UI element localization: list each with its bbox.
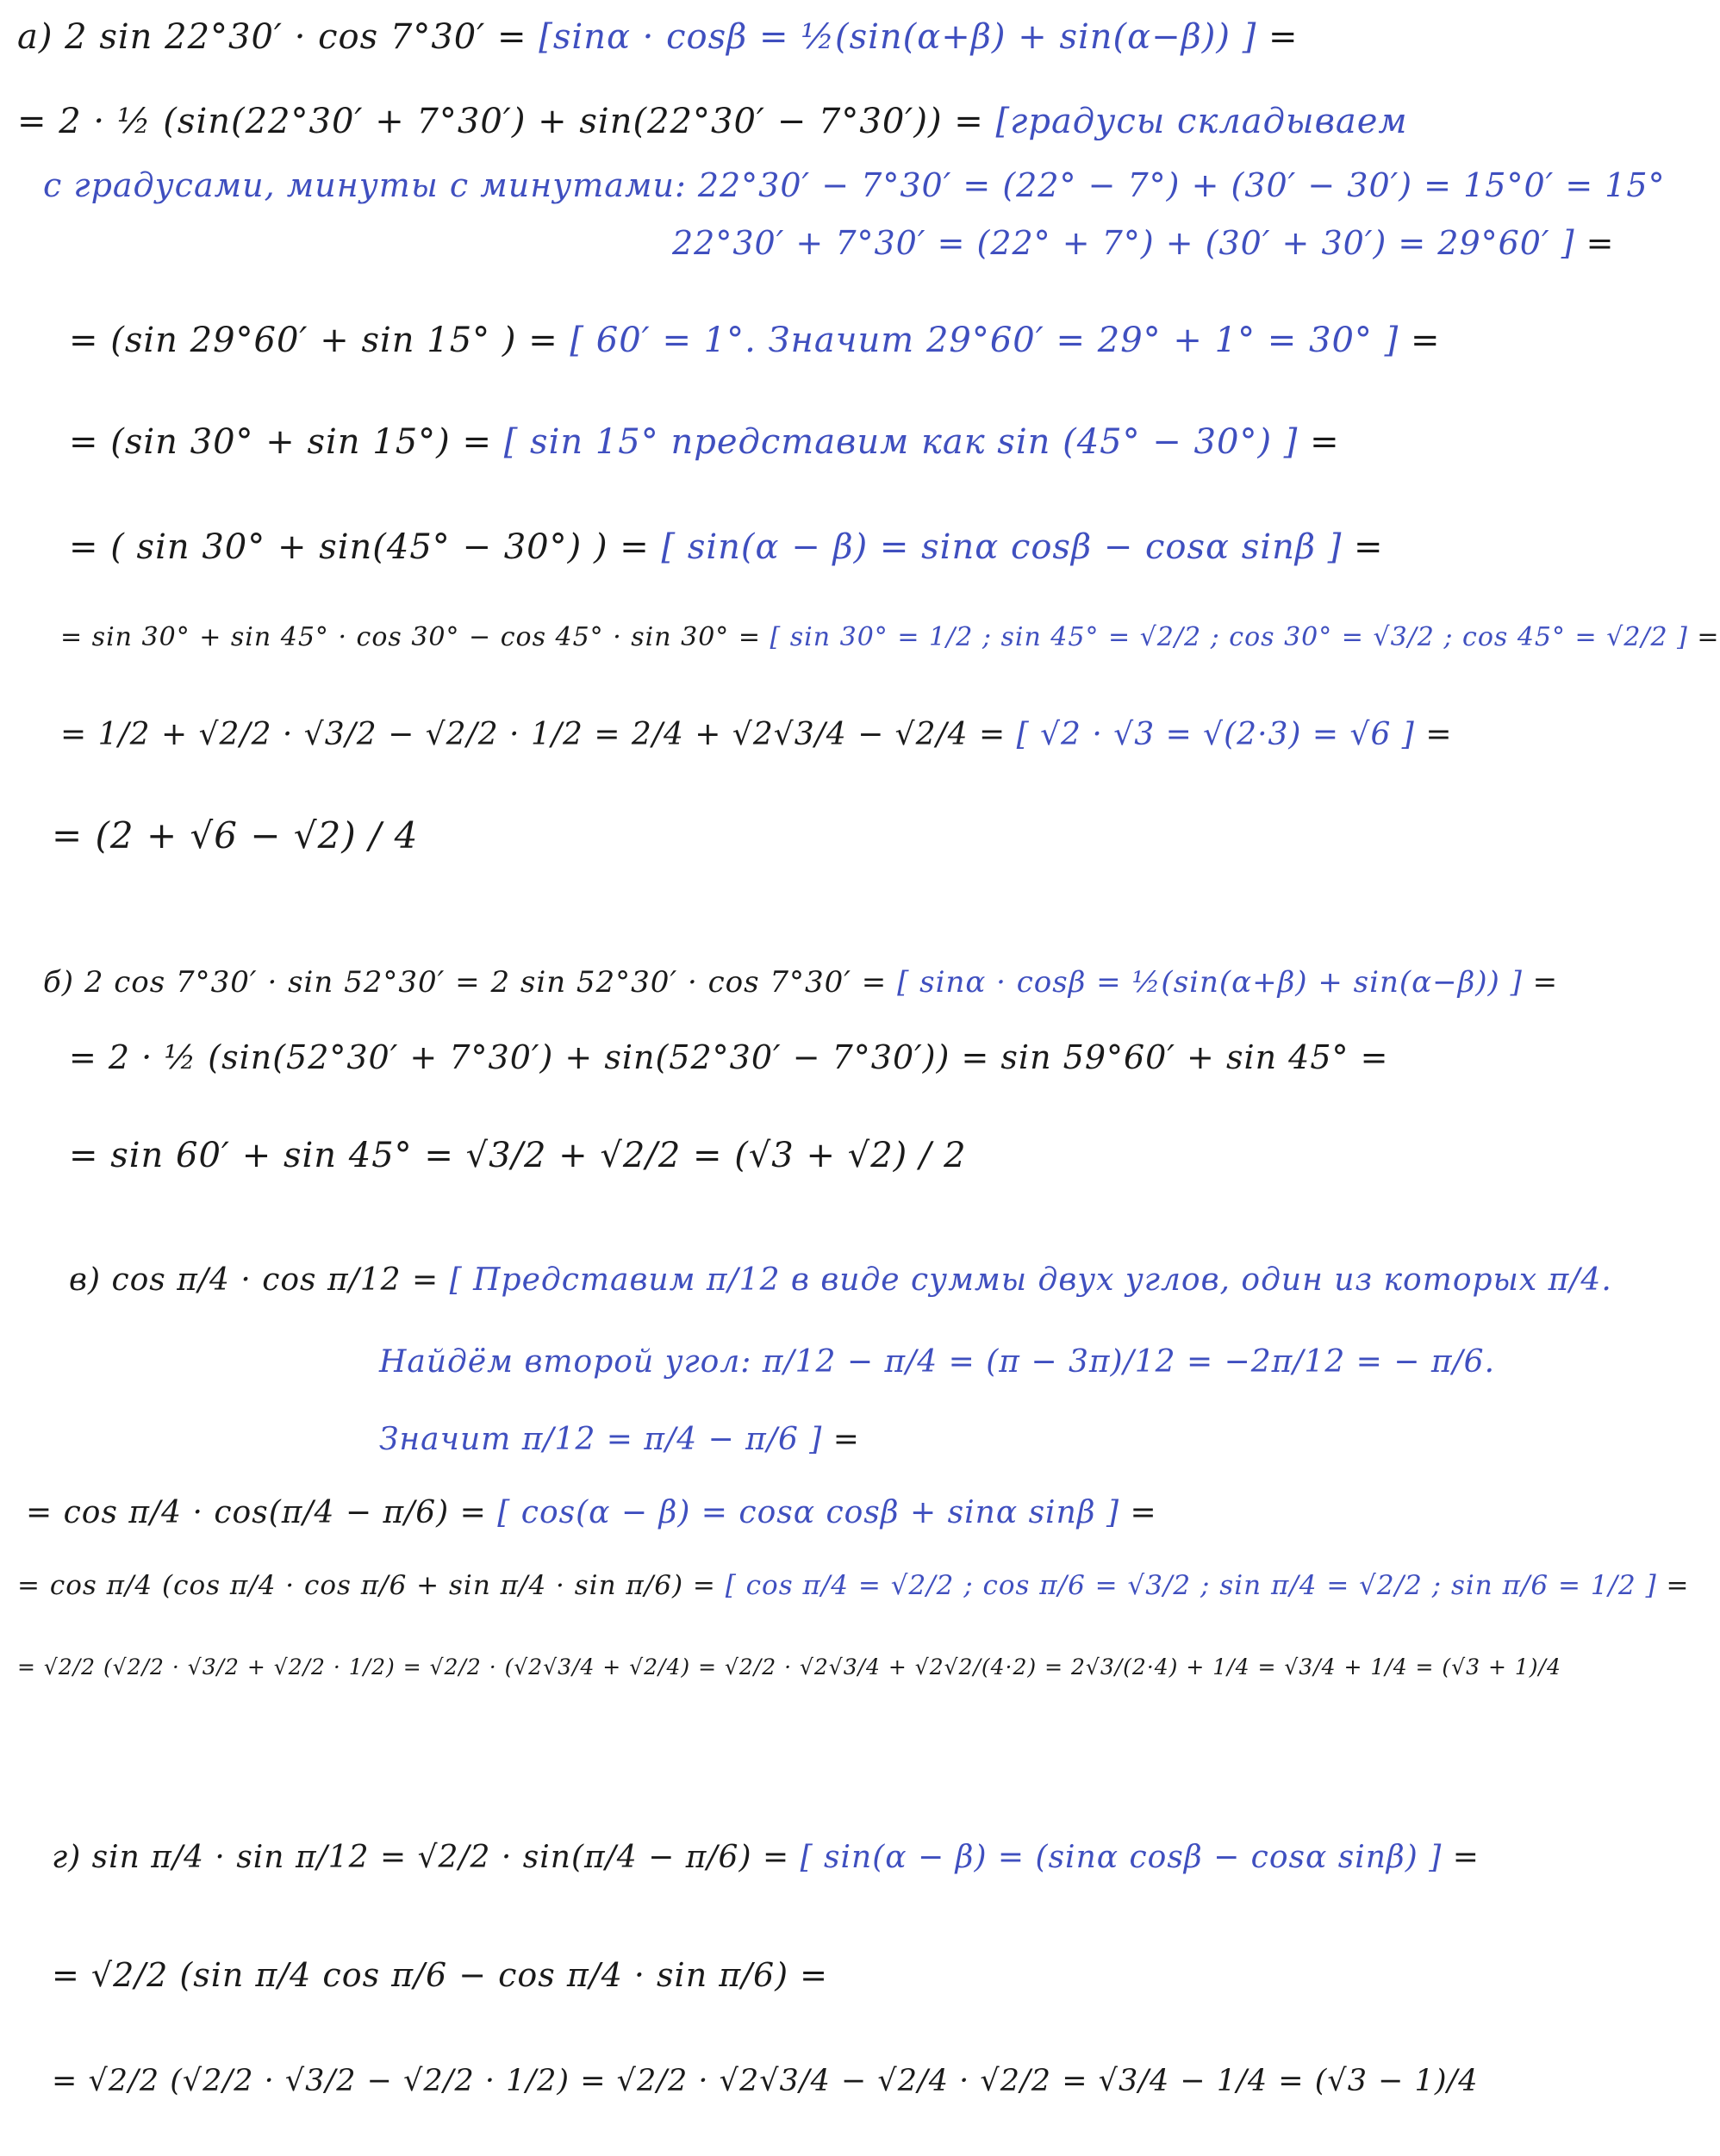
black-text: в) cos π/4 · cos π/12 = xyxy=(69,1262,439,1298)
equals-tail: = xyxy=(1697,622,1720,652)
black-text: = cos π/4 (cos π/4 · cos π/6 + sin π/4 · sin π/6) = xyxy=(17,1570,716,1601)
blue-note: [ cos π/4 = √2/2 ; cos π/6 = √3/2 ; sin π/4 = √2/2 ; sin π/6 = 1/2 ] xyxy=(725,1570,1657,1601)
black-text: = √2/2 (sin π/4 cos π/6 − cos π/4 · sin π/6) = xyxy=(52,1956,828,1994)
black-text: = 2 · ½ (sin(52°30′ + 7°30′) + sin(52°30′ − 7°30′)) = sin 59°60′ + sin 45° = xyxy=(69,1038,1389,1076)
blue-note: [sinα · cosβ = ½(sin(α+β) + sin(α−β)) ] xyxy=(539,17,1257,57)
equals-tail: = xyxy=(1452,1840,1480,1875)
section-d-line-3 xyxy=(52,2064,1479,2098)
equals-tail: = xyxy=(832,1422,860,1457)
section-a-line-5 xyxy=(69,321,1440,360)
black-text: = cos π/4 · cos(π/4 − π/6) = xyxy=(26,1495,487,1530)
black-text: = sin 60′ + sin 45° = √3/2 + √2/2 = (√3 + √2) / 2 xyxy=(69,1136,967,1175)
blue-note: [ 60′ = 1°. Значит 29°60′ = 29° + 1° = 30° ] xyxy=(570,321,1399,360)
blue-note: [градусы складываем xyxy=(995,102,1408,141)
blue-note: Найдём второй угол: π/12 − π/4 = (π − 3π)/12 = −2π/12 = − π/6. xyxy=(379,1344,1496,1380)
black-text: б) 2 cos 7°30′ · sin 52°30′ = 2 sin 52°30′ · cos 7°30′ = xyxy=(43,965,888,1000)
blue-note: 22°30′ + 7°30′ = (22° + 7°) + (30′ + 30′) = 29°60′ ] xyxy=(672,224,1575,262)
section-b-line-1 xyxy=(43,965,1558,1000)
equals-tail: = xyxy=(1310,422,1340,462)
equals-tail: = xyxy=(1268,17,1299,57)
section-a-line-6 xyxy=(69,422,1340,462)
black-text: а) 2 sin 22°30′ · cos 7°30′ = xyxy=(17,17,527,57)
equals-tail: = xyxy=(1666,1570,1690,1601)
blue-note: [ √2 · √3 = √(2·3) = √6 ] xyxy=(1016,717,1415,752)
section-c-line-3 xyxy=(379,1422,860,1457)
equals-tail: = xyxy=(1410,321,1441,360)
black-text: = 2 · ½ (sin(22°30′ + 7°30′) + sin(22°30′ − 7°30′)) = xyxy=(17,102,984,141)
blue-note: [ sin(α − β) = (sinα cosβ − cosα sinβ) ] xyxy=(800,1840,1443,1875)
equals-tail: = xyxy=(1354,527,1384,567)
section-c-line-4 xyxy=(26,1495,1157,1530)
section-d-line-1 xyxy=(52,1840,1480,1875)
equals-tail: = xyxy=(1425,717,1453,752)
section-c-line-2 xyxy=(379,1344,1495,1380)
equals-tail: = xyxy=(1130,1495,1157,1530)
blue-note: [ sin 15° представим как sin (45° − 30°) ] xyxy=(503,422,1299,462)
black-text: = √2/2 (√2/2 · √3/2 − √2/2 · 1/2) = √2/2 · √2√3/4 − √2/4 · √2/2 = √3/4 − 1/4 = (√3 − 1)/4 xyxy=(52,2064,1479,2098)
section-b-line-2 xyxy=(69,1038,1388,1076)
blue-note: Значит π/12 = π/4 − π/6 ] xyxy=(379,1422,823,1457)
section-a-line-1 xyxy=(17,17,1299,57)
section-a-line-9 xyxy=(60,717,1452,752)
blue-note: с градусами, минуты с минутами: 22°30′ − 7°30′ = (22° − 7°) + (30′ − 30′) = 15°0′ = 15° xyxy=(43,166,1666,204)
black-text: г) sin π/4 · sin π/12 = √2/2 · sin(π/4 − π/6) = xyxy=(52,1840,790,1875)
black-text: = (sin 29°60′ + sin 15° ) = xyxy=(69,321,558,360)
section-b-line-3 xyxy=(69,1136,967,1175)
section-c-line-5 xyxy=(17,1570,1690,1601)
section-c-line-6 xyxy=(17,1654,1561,1679)
section-a-line-2 xyxy=(17,102,1408,141)
section-d-line-2 xyxy=(52,1956,828,1994)
blue-note: [ cos(α − β) = cosα cosβ + sinα sinβ ] xyxy=(497,1495,1120,1530)
black-text: = sin 30° + sin 45° · cos 30° − cos 45° · sin 30° = xyxy=(60,622,761,652)
blue-note: [ sin 30° = 1/2 ; sin 45° = √2/2 ; cos 30° = √3/2 ; cos 45° = √2/2 ] xyxy=(770,622,1688,652)
black-text: = ( sin 30° + sin(45° − 30°) ) = xyxy=(69,527,650,567)
section-a-line-7 xyxy=(69,527,1384,567)
black-text: = 1/2 + √2/2 · √3/2 − √2/2 · 1/2 = 2/4 + √2√3/4 − √2/4 = xyxy=(60,717,1006,752)
black-text: = √2/2 (√2/2 · √3/2 + √2/2 · 1/2) = √2/2 · (√2√3/4 + √2/4) = √2/2 · √2√3/4 + √2√2/(4·2) = 2√3/(2·4) + 1/4 = √3/4 + 1/4 = (√3 + 1)/4 xyxy=(17,1654,1561,1679)
equals-tail: = xyxy=(1586,224,1615,262)
equals-tail: = xyxy=(1532,965,1559,1000)
blue-note: [ sin(α − β) = sinα cosβ − cosα sinβ ] xyxy=(661,527,1343,567)
section-a-result xyxy=(52,814,418,857)
blue-note: [ Представим π/12 в виде суммы двух углов, один из которых π/4. xyxy=(449,1262,1612,1298)
blue-note: [ sinα · cosβ = ½(sin(α+β) + sin(α−β)) ] xyxy=(897,965,1523,1000)
section-a-line-3 xyxy=(43,166,1666,204)
section-a-line-8 xyxy=(60,622,1720,652)
section-c-line-1 xyxy=(69,1262,1612,1298)
section-a-line-4 xyxy=(672,224,1614,262)
black-text: = (2 + √6 − √2) / 4 xyxy=(52,814,419,857)
black-text: = (sin 30° + sin 15°) = xyxy=(69,422,493,462)
